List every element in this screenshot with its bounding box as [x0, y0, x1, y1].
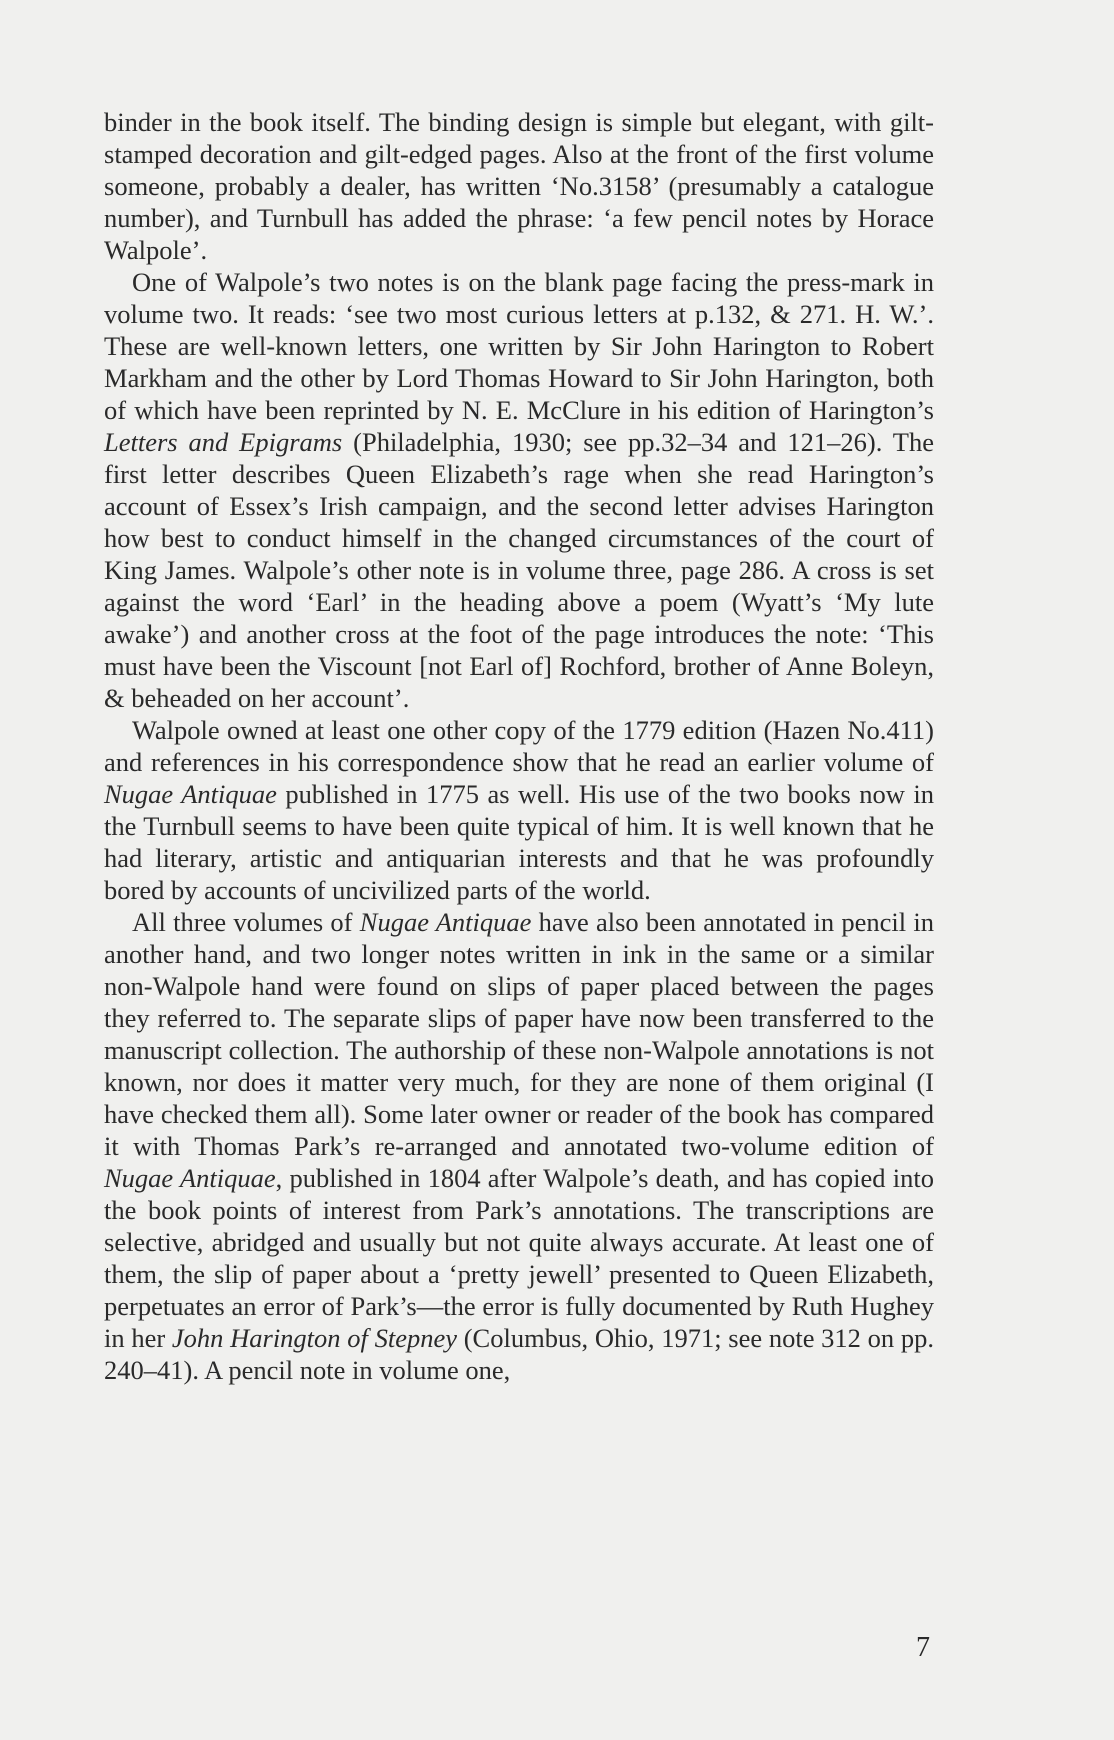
text-run: Walpole owned at least one other copy of the 1779 edition (Hazen No.411) and references in his correspondence show that he read an earlier volume of: [104, 715, 934, 777]
text-run: , published in 1804 after Walpole’s death, and has copied into the book points of interest from Park’s annotations. The transcriptions are selective, abridged and usually but not quite always accurate. At least one of them, the slip of paper about a ‘pretty jewell’ presented to Queen Elizabeth, perpetuates an error of Park’s—the error is fully documented by Ruth Hughey in her: [104, 1163, 934, 1353]
italic-title: Nugae Antiquae: [104, 779, 277, 809]
paragraph-1: [104, 106, 934, 266]
text-run: (Columbus, Ohio, 1971; see note 312 on pp. 240–41). A pencil note in volume one,: [104, 1323, 934, 1385]
text-run: (Philadelphia, 1930; see pp.32–34 and 121–26). The first letter describes Queen Elizabeth’s rage when she read Harington’s account of Essex’s Irish campaign, and the second letter advises Harington how best to conduct himself in the changed circumstances of the court of King James. Walpole’s other note is in volume three, page 286. A cross is set against the word ‘Earl’ in the heading above a poem (Wyatt’s ‘My lute awake’) and another cross at the foot of the page introduces the note: ‘This must have been the Viscount [not Earl of] Rochford, brother of Anne Boleyn, & beheaded on her account’.: [104, 427, 934, 713]
text-run: have also been annotated in pencil in another hand, and two longer notes written in ink in the same or a similar non-Walpole hand were found on slips of paper placed between the pages they referred to. The separate slips of paper have now been transferred to the manuscript collection. The authorship of these non-Walpole annotations is not known, nor does it matter very much, for they are none of them original (I have checked them all). Some later owner or reader of the book has compared it with Thomas Park’s re-arranged and annotated two-volume edition of: [104, 907, 934, 1161]
italic-title: Letters and Epigrams: [104, 427, 343, 457]
text-run: published in 1775 as well. His use of the two books now in the Turnbull seems to have been quite typical of him. It is well known that he had literary, artistic and antiquarian interests and that he was profoundly bored by accounts of uncivilized parts of the world.: [104, 779, 934, 905]
italic-title: Nugae Antiquae: [359, 907, 532, 937]
paragraph-4: [104, 906, 934, 1386]
text-run: binder in the book itself. The binding design is simple but elegant, with gilt-stamped decoration and gilt-edged pages. Also at the front of the first volume someone, probably a dealer, has written ‘No.3158’ (presumably a catalogue number), and Turnbull has added the phrase: ‘a few pencil notes by Horace Walpole’.: [104, 107, 934, 265]
italic-title: Nugae Antiquae: [104, 1163, 276, 1193]
text-run: All three volumes of: [132, 907, 360, 937]
paragraph-2: [104, 266, 934, 714]
body-text: [104, 106, 934, 1386]
text-run: One of Walpole’s two notes is on the blank page facing the press-mark in volume two. It reads: ‘see two most curious letters at p.132, & 271. H. W.’. These are well-known letters, one written by Sir John Harington to Robert Markham and the other by Lord Thomas Howard to Sir John Harington, both of which have been reprinted by N. E. McClure in his edition of Harington’s: [104, 267, 934, 425]
paragraph-3: [104, 714, 934, 906]
italic-title: John Harington of Stepney: [171, 1323, 457, 1353]
page-number: 7: [916, 1632, 930, 1663]
